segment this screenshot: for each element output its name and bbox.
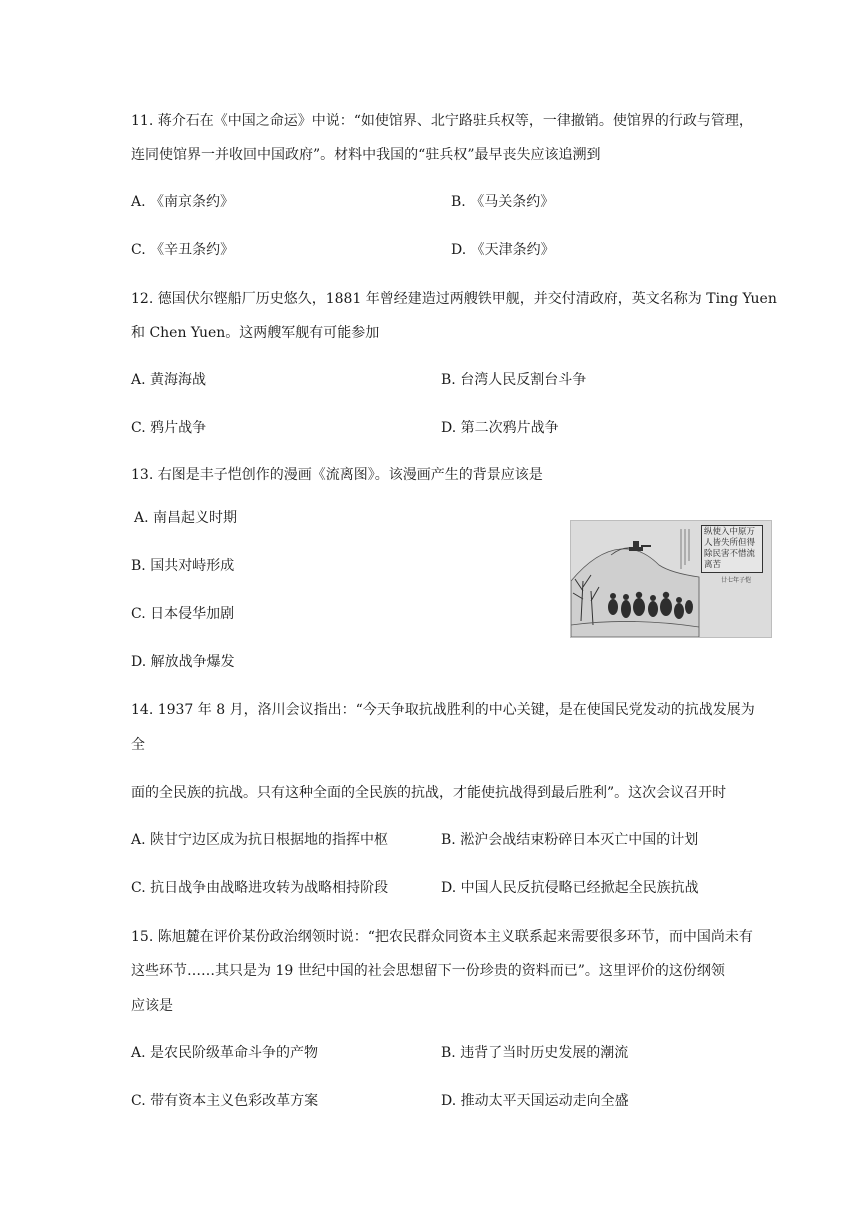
question-11-option-a: A. 《南京条约》 xyxy=(131,194,235,210)
question-11-option-d: D. 《天津条约》 xyxy=(451,242,555,258)
question-13-stem: 13. 右图是丰子恺创作的漫画《流离图》。该漫画产生的背景应该是 xyxy=(131,467,543,483)
question-15-stem-line3: 应该是 xyxy=(131,998,173,1014)
question-14-option-d: D. 中国人民反抗侵略已经掀起全民族抗战 xyxy=(441,880,699,896)
question-12-option-a: A. 黄海海战 xyxy=(131,372,207,388)
question-15-option-c: C. 带有资本主义色彩改革方案 xyxy=(131,1093,319,1109)
cartoon-liulitu-image xyxy=(570,520,772,638)
question-11-option-b: B. 《马关条约》 xyxy=(451,194,555,210)
question-14-stem-line1b: 全 xyxy=(131,737,145,753)
question-12-stem-line2: 和 Chen Yuen。这两艘军舰有可能参加 xyxy=(131,325,380,341)
question-14-stem-line2: 面的全民族的抗战。只有这种全面的全民族的抗战，才能使抗战得到最后胜利”。这次会议召开时 xyxy=(131,785,727,801)
question-13-option-b: B. 国共对峙形成 xyxy=(131,558,235,574)
question-14-option-b: B. 淞沪会战结束粉碎日本灭亡中国的计划 xyxy=(441,832,699,848)
question-13-option-c: C. 日本侵华加剧 xyxy=(131,606,235,622)
question-11-stem-line1: 11. 蒋介石在《中国之命运》中说：“如使馆界、北宁路驻兵权等，一律撤销。使馆界的行政与管理， xyxy=(131,113,753,129)
question-15-option-a: A. 是农民阶级革命斗争的产物 xyxy=(131,1045,319,1061)
cartoon-caption-box: 纵使入中原万人皆失所但得除民害不惜流离苦 xyxy=(701,525,763,573)
question-15-option-b: B. 违背了当时历史发展的潮流 xyxy=(441,1045,629,1061)
question-15-option-d: D. 推动太平天国运动走向全盛 xyxy=(441,1093,629,1109)
question-12-option-b: B. 台湾人民反割台斗争 xyxy=(441,372,587,388)
question-13-option-a: A. 南昌起义时期 xyxy=(134,510,238,526)
question-13-option-d: D. 解放战争爆发 xyxy=(131,654,235,670)
question-15-stem-line1: 15. 陈旭麓在评价某份政治纲领时说：“把农民群众同资本主义联系起来需要很多环节，而中国尚未有 xyxy=(131,929,753,945)
question-12-stem-line1: 12. 德国伏尔铿船厂历史悠久，1881 年曾经建造过两艘铁甲舰，并交付清政府，英文名称为 Ting Yuen xyxy=(131,291,777,307)
question-12-option-d: D. 第二次鸦片战争 xyxy=(441,420,559,436)
question-11-option-c: C. 《辛丑条约》 xyxy=(131,242,235,258)
cartoon-signature: 廿七年子恺 xyxy=(721,577,752,584)
question-12-option-c: C. 鸦片战争 xyxy=(131,420,207,436)
question-14-option-c: C. 抗日战争由战略进攻转为战略相持阶段 xyxy=(131,880,389,896)
question-14-option-a: A. 陕甘宁边区成为抗日根据地的指挥中枢 xyxy=(131,832,389,848)
question-15-stem-line2: 这些环节……其只是为 19 世纪中国的社会思想留下一份珍贵的资料而已”。这里评价的这份纲领 xyxy=(131,963,725,979)
question-14-stem-line1: 14. 1937 年 8 月，洛川会议指出：“今天争取抗战胜利的中心关键，是在使国民党发动的抗战发展为 xyxy=(131,702,755,718)
question-11-stem-line2: 连同使馆界一并收回中国政府”。材料中我国的“驻兵权”最早丧失应该追溯到 xyxy=(131,147,601,163)
